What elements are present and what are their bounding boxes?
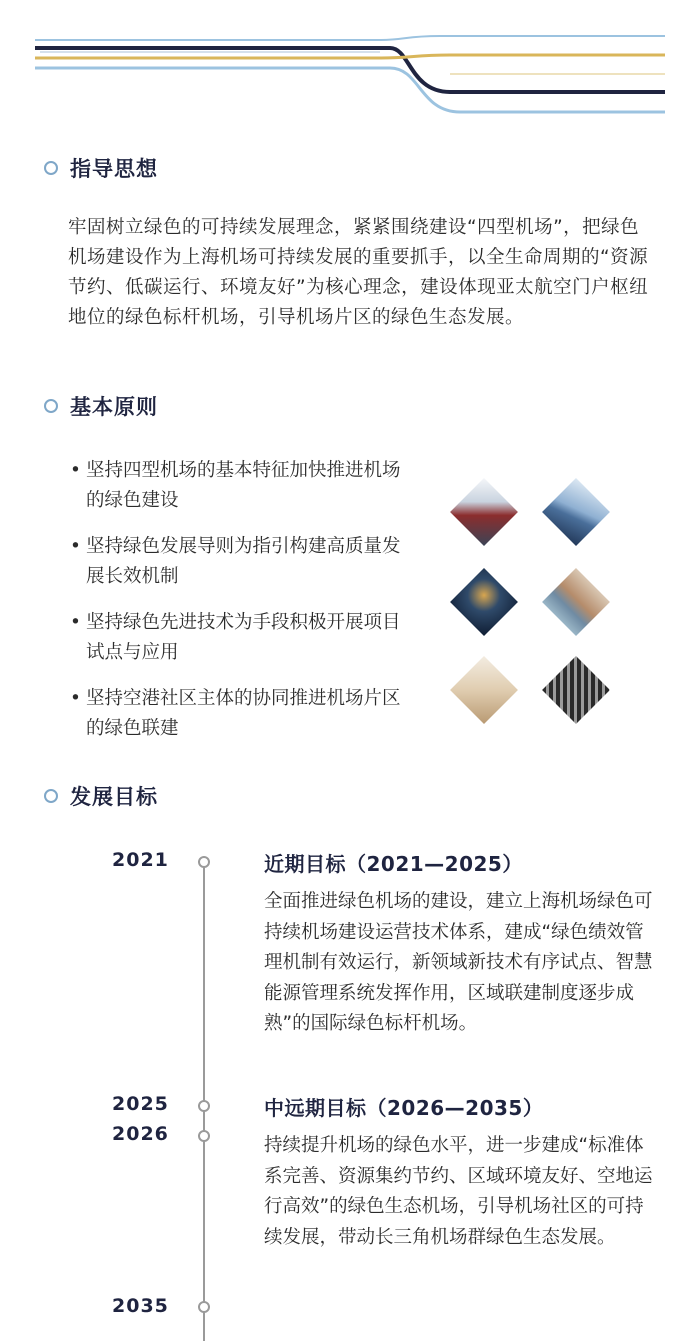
section-title: 发展目标 bbox=[70, 785, 158, 809]
section-principles bbox=[44, 390, 158, 422]
list-item bbox=[68, 456, 408, 516]
section-goals bbox=[44, 780, 158, 812]
timeline-node bbox=[198, 1301, 210, 1313]
section-title: 指导思想 bbox=[70, 157, 158, 181]
bullet-dot: • bbox=[70, 460, 81, 481]
city-skyline-photo bbox=[542, 568, 610, 636]
section-title: 基本原则 bbox=[70, 395, 158, 419]
timeline-year: 2021 bbox=[112, 849, 169, 871]
suspension-bridge-photo bbox=[542, 478, 610, 546]
timeline-node bbox=[198, 1100, 210, 1112]
ring-bullet-icon bbox=[44, 161, 58, 175]
timeline-node bbox=[198, 856, 210, 868]
aerial-city-photo bbox=[450, 568, 518, 636]
mid-term-goal-title: 中远期目标（2026—2035） bbox=[264, 1096, 544, 1120]
bullet-dot: • bbox=[70, 536, 81, 557]
list-item bbox=[68, 532, 408, 592]
principle-text: 坚持绿色先进技术为手段积极开展项目试点与应用 bbox=[86, 612, 401, 663]
timeline-year: 2025 bbox=[112, 1093, 169, 1115]
principle-text: 坚持绿色发展导则为指引构建高质量发展长效机制 bbox=[86, 536, 401, 587]
principles-list bbox=[68, 456, 408, 760]
mid-term-goal-text: 持续提升机场的绿色水平，进一步建成“标准体系完善、资源集约节约、区域环境友好、空地运行高效”的绿色生态机场，引导机场社区的可持续发展，带动长三角机场群绿色生态发展。 bbox=[264, 1135, 653, 1248]
timeline-year: 2035 bbox=[112, 1295, 169, 1317]
section-guiding bbox=[44, 152, 158, 184]
timeline-year: 2026 bbox=[112, 1123, 169, 1145]
skyscraper-photo bbox=[542, 656, 610, 724]
ring-bullet-icon bbox=[44, 789, 58, 803]
principle-text: 坚持空港社区主体的协同推进机场片区的绿色联建 bbox=[86, 688, 401, 739]
list-item bbox=[68, 608, 408, 668]
bullet-dot: • bbox=[70, 688, 81, 709]
guiding-paragraph: 牢固树立绿色的可持续发展理念，紧紧围绕建设“四型机场”，把绿色机场建设作为上海机场可持续发展的重要抓手，以全生命周期的“资源节约、低碳运行、环境友好”为核心理念，建设体现亚太航空门户枢纽地位的绿色标杆机场，引导机场片区的绿色生态发展。 bbox=[68, 217, 649, 328]
near-term-goal-title: 近期目标（2021—2025） bbox=[264, 852, 523, 876]
header-wave-lines bbox=[0, 0, 700, 130]
bridge-photo bbox=[450, 478, 518, 546]
near-term-goal-text: 全面推进绿色机场的建设，建立上海机场绿色可持续机场建设运营技术体系，建成“绿色绩效管理机制有效运行，新领域新技术有序试点、智慧能源管理系统发挥作用，区域联建制度逐步成熟”的国际绿色标杆机场。 bbox=[264, 891, 653, 1034]
bullet-dot: • bbox=[70, 612, 81, 633]
photo-tile-grid bbox=[440, 470, 630, 740]
list-item bbox=[68, 684, 408, 744]
principle-text: 坚持四型机场的基本特征加快推进机场的绿色建设 bbox=[86, 460, 401, 511]
ring-bullet-icon bbox=[44, 399, 58, 413]
interior-photo bbox=[450, 656, 518, 724]
timeline-node bbox=[198, 1130, 210, 1142]
